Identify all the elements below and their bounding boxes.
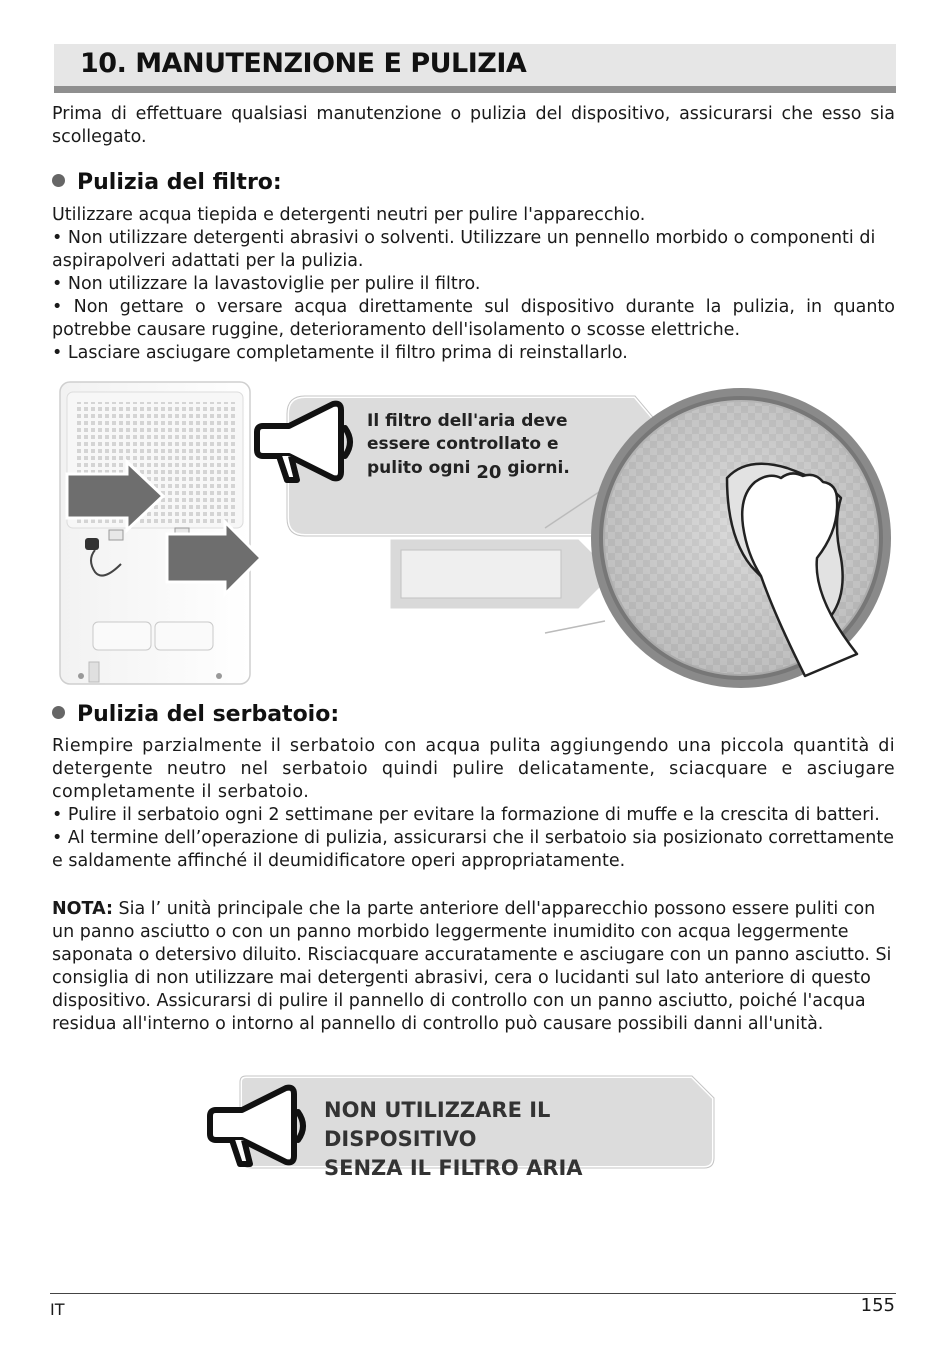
note-paragraph <box>52 898 895 1036</box>
note-label: NOTA: <box>52 899 113 919</box>
callout-line-2: essere controllato e <box>367 434 559 454</box>
magnified-filter-circle <box>591 388 891 688</box>
section-title: 10. MANUTENZIONE E PULIZIA <box>80 48 527 79</box>
tank-line-2: • Pulire il serbatoio ogni 2 settimane per evitare la formazione di muffe e la crescita di batteri. <box>52 805 880 825</box>
section-title-bar <box>54 44 896 94</box>
intro-paragraph: Prima di effettuare qualsiasi manutenzione o pulizia del dispositivo, assicurarsi che esso sia scollegato. <box>52 104 895 147</box>
filter-line-1: Utilizzare acqua tiepida e detergenti neutri per pulire l'apparecchio. <box>52 205 646 225</box>
callout-days: 20 <box>476 462 502 483</box>
callout-line-3-pre: pulito ogni <box>367 458 471 478</box>
callout-line-1: Il filtro dell'aria deve <box>367 411 568 431</box>
callout-line-3-post: giorni. <box>507 458 570 478</box>
filter-heading-text: Pulizia del filtro: <box>77 170 282 195</box>
filter-heading <box>52 170 282 195</box>
tank-line-3: • Al termine dell’operazione di pulizia, assicurarsi che il serbatoio sia posizionato correttamente e saldamente affinché il deumidificatore operi appropriatamente. <box>52 828 894 871</box>
bullet-dot-icon <box>52 174 65 187</box>
tank-heading-text: Pulizia del serbatoio: <box>77 702 340 727</box>
footer-rule <box>50 1293 896 1294</box>
page-number: 155 <box>860 1295 895 1316</box>
filter-line-3: • Non utilizzare la lavastoviglie per pulire il filtro. <box>52 274 481 294</box>
filter-line-4: • Non gettare o versare acqua direttamente sul dispositivo durante la pulizia, in quanto potrebbe causare ruggine, deterioramento dell'isolamento o scosse elettriche. <box>52 297 895 340</box>
tank-heading <box>52 702 339 727</box>
warning-text <box>324 1096 704 1183</box>
tank-line-1: Riempire parzialmente il serbatoio con acqua pulita aggiungendo una piccola quantità di detergente neutro nel serbatoio quindi pulire delicatamente, sciacquare e asciugare completamente il serbatoio. <box>52 736 895 802</box>
title-underline <box>54 86 896 93</box>
note-text: Sia l’ unità principale che la parte anteriore dell'apparecchio possono essere puliti con un panno asciutto o con un panno morbido leggermente inumidito con acqua leggermente saponata o detersivo diluito. Risciacquare accuratamente e asciugare con un panno asciutto. Si consiglia di non utilizzare mai detergenti abrasivi, cera o lucidanti sul lato anteriore di questo dispositivo. Assicurarsi di pulire il pannello di controllo con un panno asciutto, poiché l'acqua residua all'interno o intorno al pannello di controllo può causare possibili danni all'unità. <box>52 899 892 1034</box>
filter-line-2: • Non utilizzare detergenti abrasivi o solventi. Utilizzare un pennello morbido o componenti di aspirapolveri adattati per la pulizia. <box>52 228 876 271</box>
footer-language: IT <box>50 1300 65 1319</box>
warning-line-1: NON UTILIZZARE IL DISPOSITIVO <box>324 1098 551 1151</box>
bullet-dot-icon <box>52 706 65 719</box>
filter-line-5: • Lasciare asciugare completamente il filtro prima di reinstallarlo. <box>52 343 628 363</box>
filter-callout-text <box>367 410 592 483</box>
callout-line-3 <box>367 456 592 483</box>
warning-line-2: SENZA IL FILTRO ARIA <box>324 1156 583 1180</box>
